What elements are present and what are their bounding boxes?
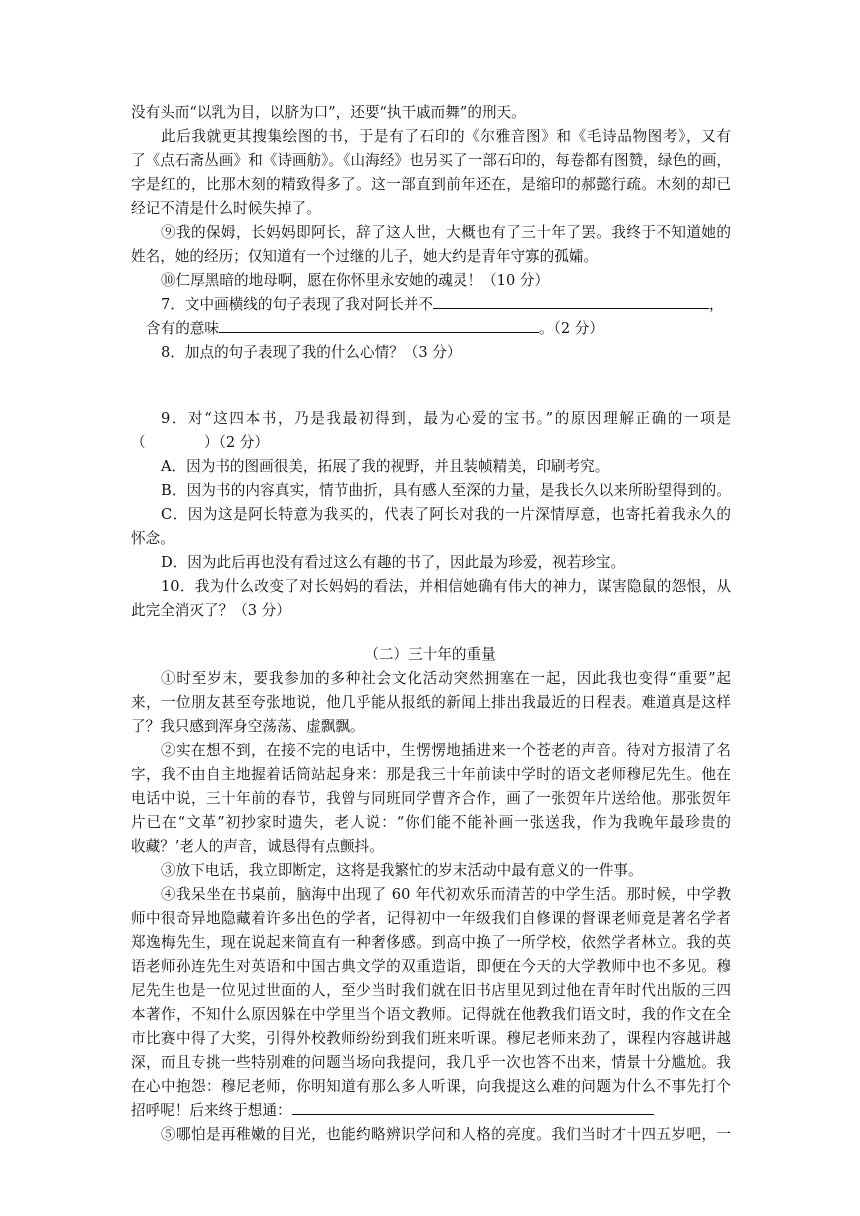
text-line: ②实在想不到，在接不完的电话中，生愣愣地插进来一个苍老的声音。待对方报清了名 [161,742,731,759]
option-d: D．因为此后再也没有看过这么有趣的书了，因此最为珍爱，视若珍宝。 [161,554,626,571]
answer-blank[interactable] [292,1100,654,1115]
text-line: 字是红的，比那木刻的精致得多了。这一部直到前年还在，是缩印的郝懿行疏。木刻的却已 [131,176,731,193]
text-line: 电话中说，三十年前的春节，我曾与同班同学曹齐合作，画了一张贺年片送给他。那张贺年 [131,790,731,807]
text-line: ④我呆坐在书桌前，脑海中出现了 60 年代初欢乐而清苦的中学生活。那时候，中学教 [161,886,731,903]
text-line: 市比赛中得了大奖，引得外校教师纷纷到我们班来听课。穆尼老师来劲了，课程内容越讲越 [131,1030,731,1047]
text-line: 字，我不由自主地握着话筒站起身来：那是我三十年前读中学时的语文老师穆尼先生。他在 [131,766,731,783]
text-line: 了？我只感到浑身空荡荡、虚飘飘。 [131,718,365,735]
text-line: 经记不清是什么时候失掉了。 [131,200,321,217]
text-line: 在心中抱怨：穆尼老师，你明知道有那么多人听课，向我提这么难的问题为什么不事先打个 [131,1078,731,1095]
question-9: 9．对“这四本书，乃是我最初得到，最为心爱的宝书。”的原因理解正确的一项是 [161,410,731,427]
text-line: 收藏？’老人的声音，诚恳得有点颤抖。 [131,838,384,855]
text-line: 姓名，她的经历；仅知道有一个过继的儿子，她大约是青年守寡的孤孀。 [131,248,599,265]
text-line: ①时至岁末，要我参加的多种社会文化活动突然拥塞在一起，因此我也变得“重要”起 [161,670,731,687]
text-line: 没有头而“以乳为目，以脐为口”，还要“执干戚而舞”的刑天。 [131,104,526,121]
text-line: 了《点石斋丛画》和《诗画舫》。《山海经》也另买了一部石印的，每卷都有图赞，绿色的画， [131,152,731,169]
text-line: 来，一位朋友甚至夸张地说，他几乎能从报纸的新闻上排出我最近的日程表。难道真是这样 [131,694,731,711]
text-line: 郑逸梅先生，现在说起来简直有一种奢侈感。到高中换了一所学校，依然学者林立。我的英 [131,934,731,951]
text-line: 语老师孙连先生对英语和中国古典文学的双重造诣，即便在今天的大学教师中也不多见。穆 [131,958,731,975]
answer-blank[interactable] [433,294,709,309]
text-line: 此后我就更其搜集绘图的书，于是有了石印的《尔雅音图》和《毛诗品物图考》，又有 [161,128,731,145]
option-c: C．因为这是阿长特意为我买的，代表了阿长对我的一片深情厚意，也寄托着我永久的 [161,506,731,523]
text-line: 尼先生也是一位见过世面的人，至少当时我们就在旧书店里见到过他在青年时代出版的三四 [131,982,731,999]
text-line: 片已在“文革”初抄家时遗失，老人说：“你们能不能补画一张送我，作为我晚年最珍贵的 [131,814,731,831]
option-a: A．因为书的图画很美，拓展了我的视野，并且装帧精美，印刷考究。 [161,458,610,475]
text-line: ⑩仁厚黑暗的地母啊，愿在你怀里永安她的魂灵！（10 分） [161,272,550,289]
text-line: ③放下电话，我立即断定，这将是我繁忙的岁末活动中最有意义的一件事。 [161,862,643,879]
text-line: 深，而且专挑一些特别难的问题当场向我提问，我几乎一次也答不出来，情景十分尴尬。我 [131,1054,731,1071]
question-10: 10．我为什么改变了对长妈妈的看法，并相信她确有伟大的神力，谋害隐鼠的怨恨，从 [161,578,731,595]
section-title: （二）三十年的重量 [364,646,496,663]
text-line: ⑨我的保姆，长妈妈即阿长，辞了这人世，大概也有了三十年了罢。我终于不知道她的 [161,224,731,241]
question-10-cont: 此完全消灭了？（3 分） [131,602,291,619]
question-9-bracket: （ ）（2 分） [131,434,269,451]
text-line: 招呼呢！后来终于想通： [131,1100,654,1122]
text-line: ⑤哪怕是再稚嫩的目光，也能约略辨识学问和人格的亮度。我们当时才十四五岁吧，一 [161,1126,731,1143]
answer-blank[interactable] [219,318,539,333]
question-7-line-2: 含有的意味 。（2 分） [146,320,604,337]
question-8: 8．加点的句子表现了我的什么心情？（3 分） [161,344,462,361]
option-b: B．因为书的内容真实，情节曲折，具有感人至深的力量，是我长久以来所盼望得到的。 [161,482,731,499]
text-line: 师中很奇异地隐藏着许多出色的学者，记得初中一年级我们自修课的督课老师竟是著名学者 [131,910,731,927]
question-7-line: 7．文中画横线的句子表现了我对阿长并不 ， [161,296,724,313]
option-c-cont: 怀念。 [131,530,175,547]
text-line: 本著作，不知什么原因躲在中学里当个语文教师。记得就在他教我们语文时，我的作文在全 [131,1006,731,1023]
